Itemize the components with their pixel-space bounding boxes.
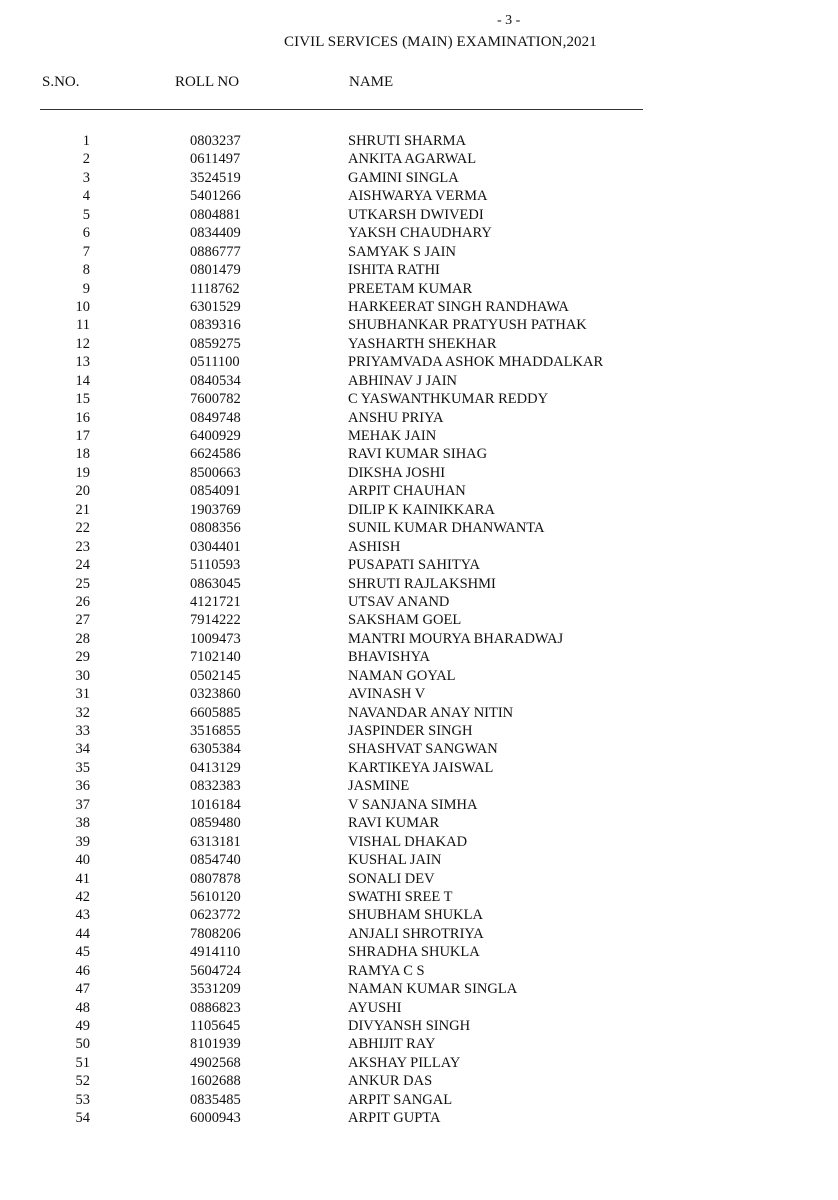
serial-number-cell: 31: [75, 686, 90, 703]
table-row: [0, 538, 838, 556]
serial-number-cell: 28: [75, 630, 90, 647]
roll-number-cell: 0839316: [190, 317, 241, 334]
serial-number-cell: 49: [75, 1018, 90, 1034]
roll-number-cell: 0849748: [190, 409, 241, 426]
column-header-sno: S.NO.: [42, 74, 80, 90]
table-row: [0, 870, 838, 888]
candidate-name-cell: MANTRI MOURYA BHARADWAJ: [348, 630, 564, 647]
candidate-name-cell: AISHWARYA VERMA: [348, 188, 488, 205]
table-row: [0, 814, 838, 832]
candidate-name-cell: GAMINI SINGLA: [348, 169, 459, 186]
roll-number-cell: 6400929: [190, 428, 241, 444]
candidate-name-cell: ISHITA RATHI: [348, 262, 440, 279]
serial-number-cell: 25: [75, 575, 90, 592]
roll-number-cell: 1009473: [190, 630, 241, 647]
roll-number-cell: 3516855: [190, 723, 241, 739]
roll-number-cell: 7914222: [190, 612, 241, 629]
table-row: [0, 445, 838, 463]
serial-number-cell: 36: [75, 778, 90, 795]
candidate-name-cell: JASMINE: [348, 778, 410, 795]
candidate-name-cell: NAVANDAR ANAY NITIN: [348, 704, 514, 721]
candidate-name-cell: UTKARSH DWIVEDI: [348, 206, 484, 223]
table-row: [0, 169, 838, 187]
candidate-name-cell: SHRUTI SHARMA: [348, 133, 467, 149]
serial-number-cell: 35: [75, 759, 90, 776]
roll-number-cell: 0801479: [190, 262, 241, 279]
candidate-name-cell: ANKITA AGARWAL: [348, 151, 477, 168]
candidate-name-cell: YASHARTH SHEKHAR: [348, 335, 497, 352]
serial-number-cell: 4: [82, 188, 90, 205]
roll-number-cell: 0511100: [190, 354, 240, 371]
table-row: [0, 1017, 838, 1035]
roll-number-cell: 0502145: [190, 667, 241, 684]
serial-number-cell: 27: [75, 612, 90, 629]
candidate-name-cell: JASPINDER SINGH: [348, 723, 473, 739]
serial-number-cell: 9: [82, 280, 90, 297]
serial-number-cell: 45: [75, 944, 90, 961]
roll-number-cell: 6305384: [190, 741, 241, 758]
serial-number-cell: 6: [82, 225, 90, 242]
candidate-name-cell: DIKSHA JOSHI: [348, 464, 446, 481]
serial-number-cell: 3: [82, 169, 90, 186]
table-row: [0, 353, 838, 371]
serial-number-cell: 40: [75, 852, 90, 869]
roll-number-cell: 4121721: [190, 593, 241, 610]
serial-number-cell: 54: [75, 1110, 90, 1127]
table-row: [0, 851, 838, 869]
serial-number-cell: 50: [75, 1036, 90, 1053]
roll-number-cell: 6301529: [190, 298, 241, 315]
roll-number-cell: 7600782: [190, 391, 241, 408]
table-row: [0, 372, 838, 390]
serial-number-cell: 47: [75, 981, 90, 998]
table-row: [0, 925, 838, 943]
roll-number-cell: 0804881: [190, 206, 241, 223]
results-list: [0, 132, 838, 1128]
serial-number-cell: 29: [75, 649, 90, 666]
candidate-name-cell: SAKSHAM GOEL: [348, 612, 462, 629]
serial-number-cell: 10: [75, 298, 90, 315]
roll-number-cell: 0886823: [190, 999, 241, 1016]
roll-number-cell: 0840534: [190, 372, 241, 389]
candidate-name-cell: AVINASH V: [348, 686, 426, 703]
table-row: [0, 464, 838, 482]
table-row: [0, 759, 838, 777]
table-row: [0, 593, 838, 611]
candidate-name-cell: ARPIT CHAUHAN: [348, 483, 466, 500]
serial-number-cell: 26: [75, 593, 90, 610]
serial-number-cell: 16: [75, 409, 90, 426]
serial-number-cell: 30: [75, 667, 90, 684]
roll-number-cell: 4902568: [190, 1054, 241, 1071]
table-row: [0, 575, 838, 593]
roll-number-cell: 6624586: [190, 446, 241, 463]
serial-number-cell: 52: [75, 1073, 90, 1090]
candidate-name-cell: UTSAV ANAND: [348, 593, 450, 610]
candidate-name-cell: PRIYAMVADA ASHOK MHADDALKAR: [348, 354, 604, 371]
candidate-name-cell: SWATHI SREE T: [348, 888, 453, 905]
candidate-name-cell: PUSAPATI SAHITYA: [348, 557, 481, 574]
roll-number-cell: 0413129: [190, 759, 241, 776]
table-row: [0, 150, 838, 168]
candidate-name-cell: KARTIKEYA JAISWAL: [348, 759, 494, 776]
candidate-name-cell: RAVI KUMAR SIHAG: [348, 446, 488, 463]
candidate-name-cell: SHASHVAT SANGWAN: [348, 741, 498, 758]
roll-number-cell: 0834409: [190, 225, 241, 242]
serial-number-cell: 12: [75, 335, 90, 352]
table-row: [0, 243, 838, 261]
candidate-name-cell: HARKEERAT SINGH RANDHAWA: [348, 298, 569, 315]
candidate-name-cell: YAKSH CHAUDHARY: [348, 225, 492, 242]
candidate-name-cell: NAMAN GOYAL: [348, 667, 456, 684]
roll-number-cell: 8101939: [190, 1036, 241, 1053]
candidate-name-cell: AYUSHI: [348, 999, 402, 1016]
roll-number-cell: 0859275: [190, 335, 241, 352]
serial-number-cell: 14: [75, 372, 90, 389]
roll-number-cell: 1903769: [190, 501, 241, 518]
candidate-name-cell: ABHINAV J JAIN: [348, 372, 458, 389]
roll-number-cell: 3531209: [190, 981, 241, 998]
candidate-name-cell: RAMYA C S: [348, 962, 425, 979]
table-row: [0, 390, 838, 408]
candidate-name-cell: SHRUTI RAJLAKSHMI: [348, 575, 496, 592]
column-header-name: NAME: [349, 74, 394, 90]
table-row: [0, 722, 838, 740]
roll-number-cell: 0863045: [190, 575, 241, 592]
candidate-name-cell: V SANJANA SIMHA: [348, 796, 478, 813]
table-row: [0, 224, 838, 242]
roll-number-cell: 1602688: [190, 1073, 241, 1090]
roll-number-cell: 0808356: [190, 520, 241, 537]
candidate-name-cell: PREETAM KUMAR: [348, 280, 473, 297]
table-row: [0, 132, 838, 150]
table-row: [0, 943, 838, 961]
serial-number-cell: 39: [75, 833, 90, 850]
roll-number-cell: 0623772: [190, 907, 241, 924]
table-row: [0, 777, 838, 795]
serial-number-cell: 8: [82, 262, 90, 279]
serial-number-cell: 13: [75, 354, 90, 371]
roll-number-cell: 0835485: [190, 1091, 241, 1108]
serial-number-cell: 53: [75, 1091, 90, 1108]
candidate-name-cell: AKSHAY PILLAY: [348, 1054, 461, 1071]
roll-number-cell: 0323860: [190, 686, 241, 703]
serial-number-cell: 51: [75, 1054, 90, 1071]
table-row: [0, 409, 838, 427]
table-row: [0, 999, 838, 1017]
table-row: [0, 962, 838, 980]
serial-number-cell: 34: [75, 741, 90, 758]
candidate-name-cell: RAVI KUMAR: [348, 815, 440, 832]
candidate-name-cell: NAMAN KUMAR SINGLA: [348, 981, 518, 998]
roll-number-cell: 0859480: [190, 815, 241, 832]
candidate-name-cell: C YASWANTHKUMAR REDDY: [348, 391, 549, 408]
table-row: [0, 519, 838, 537]
table-row: [0, 298, 838, 316]
serial-number-cell: 21: [75, 501, 90, 518]
serial-number-cell: 7: [82, 243, 90, 260]
serial-number-cell: 15: [75, 391, 90, 408]
table-row: [0, 833, 838, 851]
candidate-name-cell: BHAVISHYA: [348, 649, 430, 666]
table-row: [0, 648, 838, 666]
serial-number-cell: 2: [82, 151, 90, 168]
header-divider: [40, 109, 643, 110]
table-row: [0, 667, 838, 685]
table-row: [0, 187, 838, 205]
table-row: [0, 280, 838, 298]
candidate-name-cell: SUNIL KUMAR DHANWANTA: [348, 520, 545, 537]
table-row: [0, 316, 838, 334]
serial-number-cell: 18: [75, 446, 90, 463]
roll-number-cell: 5604724: [190, 962, 241, 979]
roll-number-cell: 5610120: [190, 888, 241, 905]
roll-number-cell: 7808206: [190, 925, 241, 942]
serial-number-cell: 1: [82, 133, 90, 149]
table-row: [0, 888, 838, 906]
serial-number-cell: 44: [75, 925, 90, 942]
table-row: [0, 335, 838, 353]
roll-number-cell: 6000943: [190, 1110, 241, 1127]
serial-number-cell: 46: [75, 962, 90, 979]
serial-number-cell: 23: [75, 538, 90, 555]
roll-number-cell: 6605885: [190, 704, 241, 721]
candidate-name-cell: MEHAK JAIN: [348, 428, 437, 444]
table-row: [0, 611, 838, 629]
serial-number-cell: 22: [75, 520, 90, 537]
roll-number-cell: 0854091: [190, 483, 241, 500]
candidate-name-cell: ABHIJIT RAY: [348, 1036, 436, 1053]
roll-number-cell: 7102140: [190, 649, 241, 666]
roll-number-cell: 0832383: [190, 778, 241, 795]
roll-number-cell: 4914110: [190, 944, 241, 961]
table-row: [0, 1072, 838, 1090]
column-header-roll-no: ROLL NO: [175, 74, 240, 90]
table-row: [0, 740, 838, 758]
roll-number-cell: 0611497: [190, 151, 241, 168]
candidate-name-cell: ASHISH: [348, 538, 401, 555]
serial-number-cell: 19: [75, 464, 90, 481]
table-row: [0, 906, 838, 924]
roll-number-cell: 0854740: [190, 852, 241, 869]
candidate-name-cell: ANJALI SHROTRIYA: [348, 925, 484, 942]
roll-number-cell: 6313181: [190, 833, 241, 850]
roll-number-cell: 0807878: [190, 870, 241, 887]
roll-number-cell: 3524519: [190, 169, 241, 186]
candidate-name-cell: ANSHU PRIYA: [348, 409, 444, 426]
serial-number-cell: 42: [75, 888, 90, 905]
table-row: [0, 704, 838, 722]
serial-number-cell: 5: [82, 206, 90, 223]
candidate-name-cell: SHUBHANKAR PRATYUSH PATHAK: [348, 317, 587, 334]
serial-number-cell: 32: [75, 704, 90, 721]
candidate-name-cell: SHUBHAM SHUKLA: [348, 907, 483, 924]
table-row: [0, 980, 838, 998]
table-row: [0, 1054, 838, 1072]
serial-number-cell: 48: [75, 999, 90, 1016]
table-row: [0, 556, 838, 574]
serial-number-cell: 41: [75, 870, 90, 887]
serial-number-cell: 24: [75, 557, 90, 574]
roll-number-cell: 1118762: [190, 280, 240, 297]
candidate-name-cell: ANKUR DAS: [348, 1073, 433, 1090]
serial-number-cell: 38: [75, 815, 90, 832]
table-row: [0, 501, 838, 519]
roll-number-cell: 0304401: [190, 538, 241, 555]
candidate-name-cell: ARPIT SANGAL: [348, 1091, 453, 1108]
candidate-name-cell: DIVYANSH SINGH: [348, 1018, 471, 1034]
serial-number-cell: 43: [75, 907, 90, 924]
table-row: [0, 427, 838, 445]
roll-number-cell: 5110593: [190, 557, 241, 574]
candidate-name-cell: SONALI DEV: [348, 870, 435, 887]
serial-number-cell: 20: [75, 483, 90, 500]
table-row: [0, 796, 838, 814]
table-row: [0, 261, 838, 279]
exam-title: CIVIL SERVICES (MAIN) EXAMINATION,2021: [284, 34, 597, 50]
roll-number-cell: 0886777: [190, 243, 241, 260]
table-row: [0, 1109, 838, 1127]
serial-number-cell: 37: [75, 796, 90, 813]
candidate-name-cell: SHRADHA SHUKLA: [348, 944, 480, 961]
table-row: [0, 630, 838, 648]
candidate-name-cell: VISHAL DHAKAD: [348, 833, 468, 850]
table-row: [0, 482, 838, 500]
roll-number-cell: 0803237: [190, 133, 241, 149]
serial-number-cell: 11: [76, 317, 90, 334]
candidate-name-cell: KUSHAL JAIN: [348, 852, 442, 869]
serial-number-cell: 33: [75, 723, 90, 739]
table-row: [0, 685, 838, 703]
table-row: [0, 1091, 838, 1109]
candidate-name-cell: SAMYAK S JAIN: [348, 243, 456, 260]
table-row: [0, 1035, 838, 1053]
roll-number-cell: 1105645: [190, 1018, 241, 1034]
page-number: - 3 -: [497, 13, 521, 28]
table-row: [0, 206, 838, 224]
candidate-name-cell: DILIP K KAINIKKARA: [348, 501, 495, 518]
serial-number-cell: 17: [75, 428, 90, 444]
roll-number-cell: 5401266: [190, 188, 241, 205]
candidate-name-cell: ARPIT GUPTA: [348, 1110, 441, 1127]
roll-number-cell: 1016184: [190, 796, 241, 813]
roll-number-cell: 8500663: [190, 464, 241, 481]
